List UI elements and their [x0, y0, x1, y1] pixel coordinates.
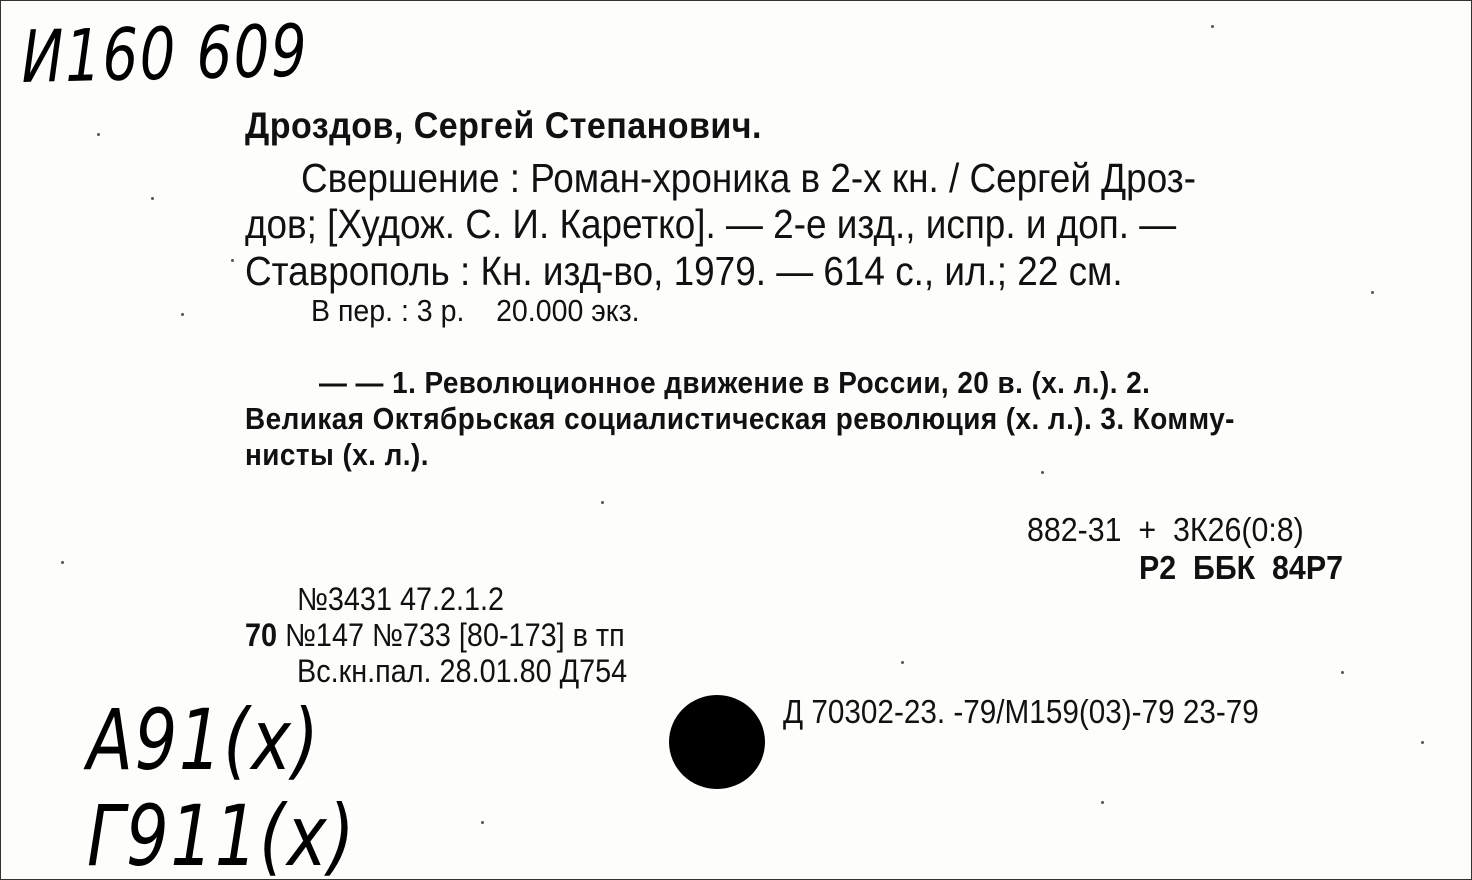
scan-speck — [181, 313, 184, 316]
classification-udc: 882-31 + 3К26(0:8) — [1027, 511, 1304, 548]
scan-speck — [61, 561, 64, 564]
registry-number-line-1: №3431 47.2.1.2 — [297, 581, 505, 617]
scan-speck — [1341, 671, 1344, 674]
scan-speck — [151, 197, 154, 200]
registry-number-line-2 — [245, 617, 625, 654]
scan-speck — [901, 661, 904, 664]
scan-speck — [1371, 291, 1374, 294]
description-line-1: Свершение : Роман-хроника в 2-х кн. / Сергей Дроз- — [301, 155, 1197, 201]
handwritten-mark-2: Г911(х) — [87, 787, 357, 880]
handwritten-mark-1: А91(х) — [87, 691, 321, 789]
punch-hole-dot — [669, 695, 765, 789]
scan-speck — [1041, 471, 1044, 474]
scan-speck — [231, 259, 234, 262]
description-line-2: дов; [Худож. С. И. Каретко]. — 2-е изд., испр. и доп. — — [245, 201, 1177, 247]
registry-number-line-3: Вс.кн.пал. 28.01.80 Д754 — [297, 653, 628, 689]
registry-number-prefix: 70 — [245, 617, 278, 653]
scan-speck — [1421, 741, 1424, 744]
registry-number-rest: №147 №733 [80-173] в тп — [277, 617, 625, 653]
scan-speck — [1101, 801, 1104, 804]
scan-speck — [1211, 25, 1214, 28]
author-heading: Дроздов, Сергей Степанович. — [245, 105, 762, 146]
scan-speck — [601, 501, 604, 504]
handwritten-shelf-mark: И160 609 — [21, 8, 309, 99]
description-line-3: Ставрополь : Кн. изд-во, 1979. — 614 с., ил.; 22 см. — [245, 248, 1123, 294]
subject-heading-line-1: — — 1. Революционное движение в России, 20 в. (х. л.). 2. — [319, 365, 1151, 400]
subject-heading-line-2: Великая Октябрьская социалистическая революция (х. л.). 3. Комму- — [245, 401, 1235, 436]
publisher-index-line: Д 70302-23. -79/М159(03)-79 23-79 — [783, 693, 1259, 730]
classification-bbk: Р2 ББК 84Р7 — [1139, 549, 1343, 586]
scan-speck — [97, 133, 100, 136]
price-and-print-run: В пер. : 3 р. 20.000 экз. — [311, 293, 640, 328]
scan-speck — [481, 821, 484, 824]
subject-heading-line-3: нисты (х. л.). — [245, 437, 429, 472]
